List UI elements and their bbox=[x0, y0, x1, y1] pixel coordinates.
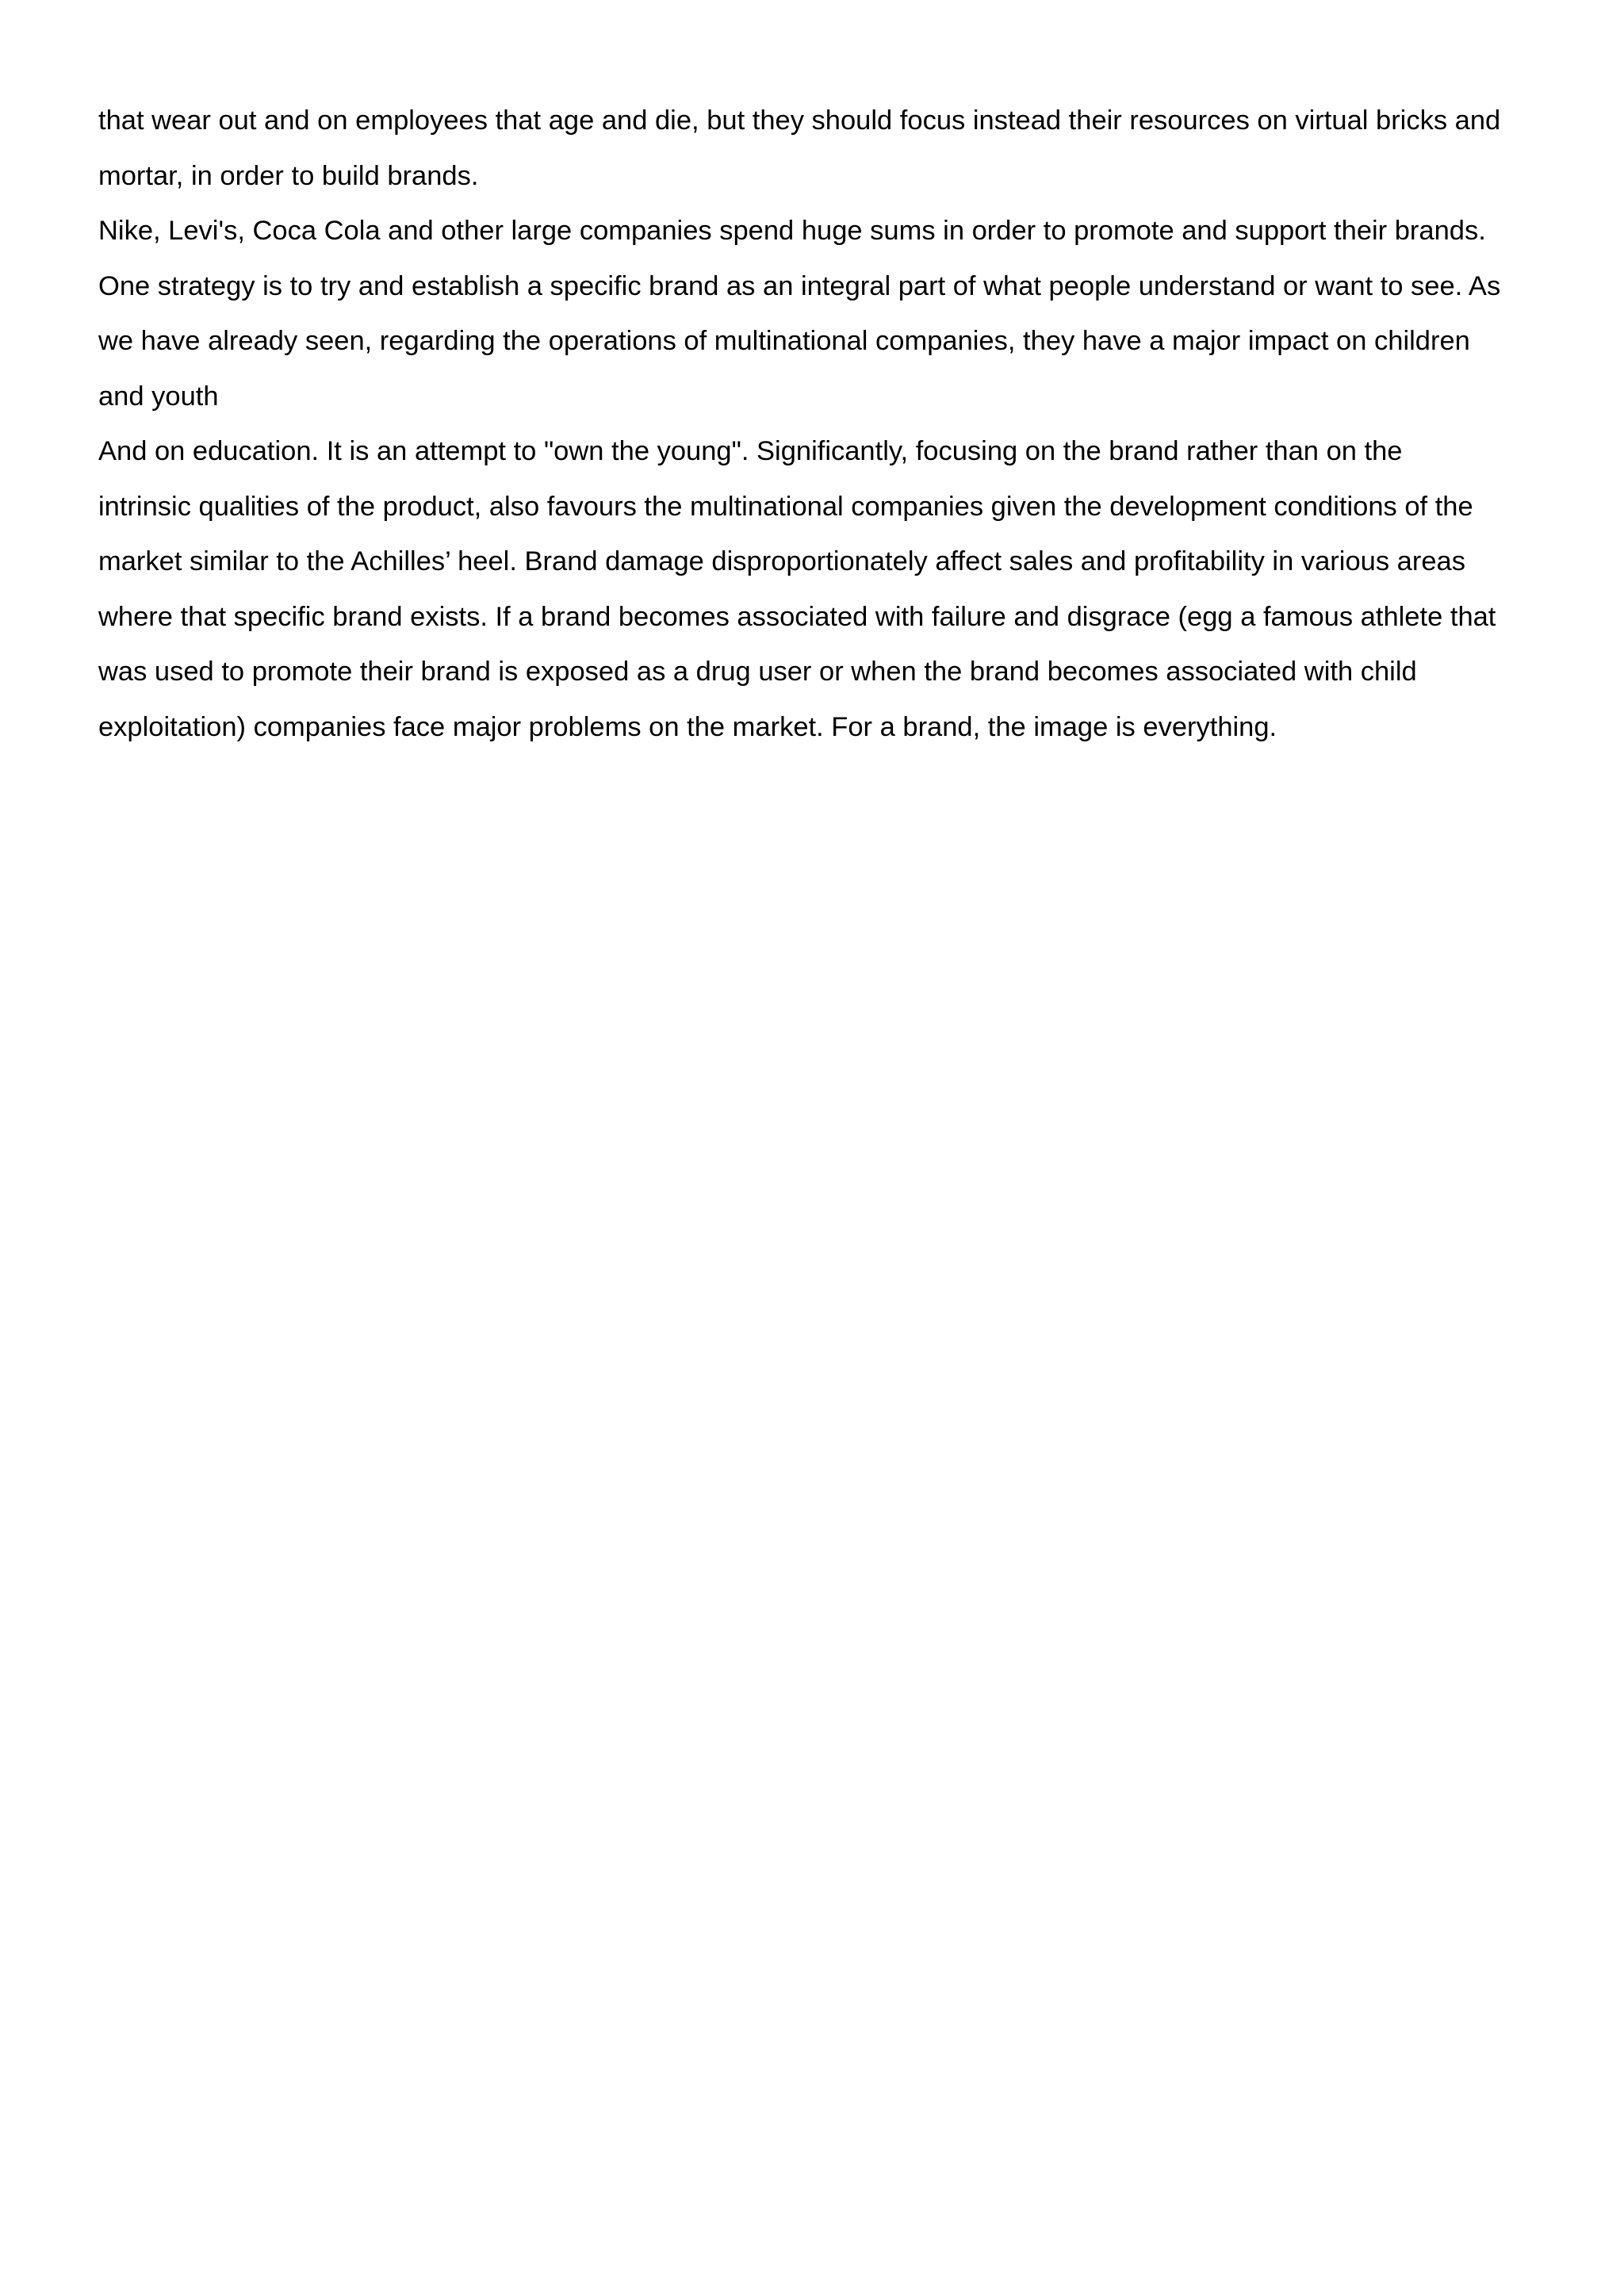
text-line: exploitation) companies face major problems on the market. For a brand, the image is everything. bbox=[98, 711, 1277, 742]
text-line: And on education. It is an attempt to "own the young". Significantly, focusing on the brand rather than on the bbox=[98, 436, 1403, 466]
text-line: market similar to the Achilles’ heel. Brand damage disproportionately affect sales and profitability in various areas bbox=[98, 546, 1465, 576]
text-line: where that specific brand exists. If a brand becomes associated with failure and disgrace (egg a famous athlete that bbox=[98, 601, 1496, 632]
body-text bbox=[98, 94, 1557, 755]
text-line: that wear out and on employees that age and die, but they should focus instead their resources on virtual bricks and bbox=[98, 105, 1501, 136]
text-line: Nike, Levi's, Coca Cola and other large companies spend huge sums in order to promote and support their brands. bbox=[98, 216, 1486, 246]
text-line: intrinsic qualities of the product, also favours the multinational companies given the development conditions of the bbox=[98, 491, 1473, 522]
text-line: and youth bbox=[98, 381, 219, 412]
text-line: we have already seen, regarding the operations of multinational companies, they have a major impact on children bbox=[98, 326, 1470, 356]
text-line: One strategy is to try and establish a specific brand as an integral part of what people understand or want to see. As bbox=[98, 270, 1501, 301]
text-line: mortar, in order to build brands. bbox=[98, 160, 479, 191]
text-line: was used to promote their brand is exposed as a drug user or when the brand becomes associated with child bbox=[98, 657, 1417, 687]
